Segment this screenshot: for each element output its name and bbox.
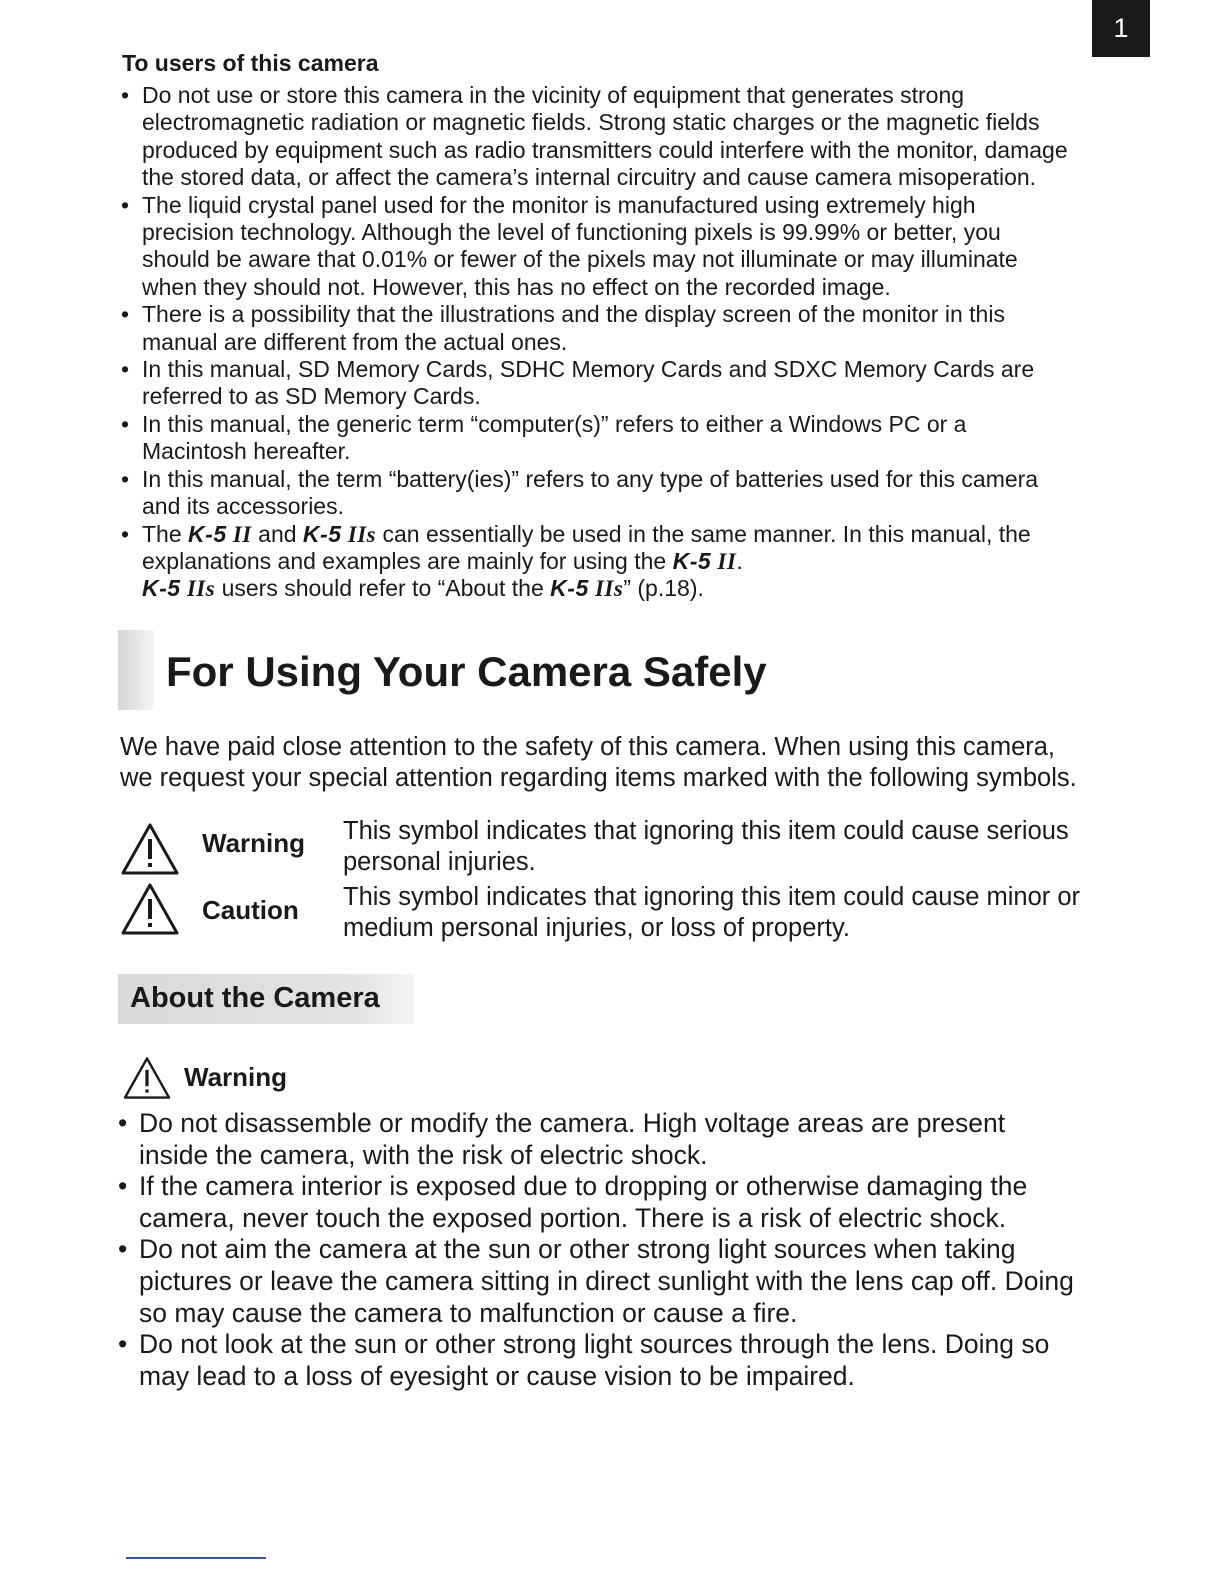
- models-and: and: [258, 520, 297, 547]
- models-the: The: [142, 520, 182, 547]
- page-title: For Using Your Camera Safely: [166, 648, 767, 695]
- model-name-k5ii: K-5 II: [672, 547, 737, 574]
- warning-triangle-icon: [120, 822, 180, 876]
- list-item: • If the camera interior is exposed due to dropping or otherwise damaging the camera, never touch the exposed portion. There is a risk of electric shock.: [139, 1171, 1079, 1234]
- list-item: • There is a possibility that the illustrations and the display screen of the monitor in this manual are different from the actual ones.: [142, 301, 1072, 356]
- safety-intro: We have paid close attention to the safety of this camera. When using this camera, we request your special attention regarding items marked with the following symbols.: [120, 733, 1077, 792]
- list-item: • In this manual, SD Memory Cards, SDHC Memory Cards and SDXC Memory Cards are referred to as SD Memory Cards.: [142, 356, 1072, 411]
- symbol-description: This symbol indicates that ignoring this item could cause minor or medium personal injuries, or loss of property.: [343, 883, 1080, 942]
- list-item: • Do not look at the sun or other strong light sources through the lens. Doing so may lead to a loss of eyesight or cause vision to be impaired.: [139, 1329, 1079, 1392]
- list-item: • The liquid crystal panel used for the monitor is manufactured using extremely high precision technology. Although the level of functioning pixels is 99.99% or better, you should be aware that 0.01% or fewer of the pixels may not illuminate or may illuminate when they should not. However, this has no effect on the recorded image.: [142, 192, 1072, 302]
- page-number-tab: [1092, 0, 1150, 57]
- users-section-heading: To users of this camera: [122, 50, 379, 76]
- list-item: • Do not disassemble or modify the camera. High voltage areas are present inside the camera, with the risk of electric shock.: [139, 1108, 1079, 1171]
- list-item: • Do not use or store this camera in the vicinity of equipment that generates strong electromagnetic radiation or magnetic fields. Strong static charges or the magnetic fields produced by equipment such as radio transmitters could interfere with the monitor, damage the stored data, or affect the camera’s internal circuitry and cause camera misoperation.: [142, 82, 1072, 192]
- model-name-k5ii: K-5 II: [188, 520, 252, 547]
- footer-rule: [126, 1557, 266, 1559]
- model-name-k5iis: K-5 IIs: [302, 520, 377, 547]
- users-notes-list: [142, 82, 1072, 603]
- symbol-description: This symbol indicates that ignoring this item could cause serious personal injuries.: [343, 817, 1069, 876]
- warning-triangle-icon: [120, 1056, 174, 1100]
- models-text-2: users should refer to “About the: [221, 575, 544, 602]
- caution-triangle-icon: [120, 882, 180, 936]
- title-shade-decoration: [118, 630, 154, 710]
- symbol-label: Caution: [202, 895, 299, 925]
- list-item: • In this manual, the term “battery(ies)” refers to any type of batteries used for this camera and its accessories.: [142, 466, 1072, 521]
- page-number: 1: [1113, 13, 1129, 43]
- model-name-k5iis: K-5 IIs: [550, 575, 624, 602]
- model-name-k5iis: K-5 IIs: [142, 575, 216, 602]
- list-item-models: [142, 521, 1072, 603]
- models-text-1: can essentially be used in the same manner. In this manual, the explanations and examples are mainly for using the: [142, 520, 1031, 574]
- symbol-label: Warning: [202, 828, 306, 858]
- list-item: • Do not aim the camera at the sun or other strong light sources when taking pictures or leave the camera sitting in direct sunlight with the lens cap off. Doing so may cause the camera to malfunction or cause a fire.: [139, 1234, 1079, 1329]
- models-text-3: ” (p.18).: [623, 575, 704, 602]
- models-period: .: [736, 547, 743, 574]
- warning-heading: [120, 1056, 520, 1100]
- symbol-row-warning: [120, 816, 1080, 882]
- warning-label: Warning: [184, 1062, 288, 1092]
- list-item: • In this manual, the generic term “computer(s)” refers to either a Windows PC or a Macintosh hereafter.: [142, 411, 1072, 466]
- camera-warnings-list: [139, 1108, 1079, 1392]
- about-camera-heading: About the Camera: [130, 982, 380, 1014]
- symbol-row-caution: [120, 882, 1080, 948]
